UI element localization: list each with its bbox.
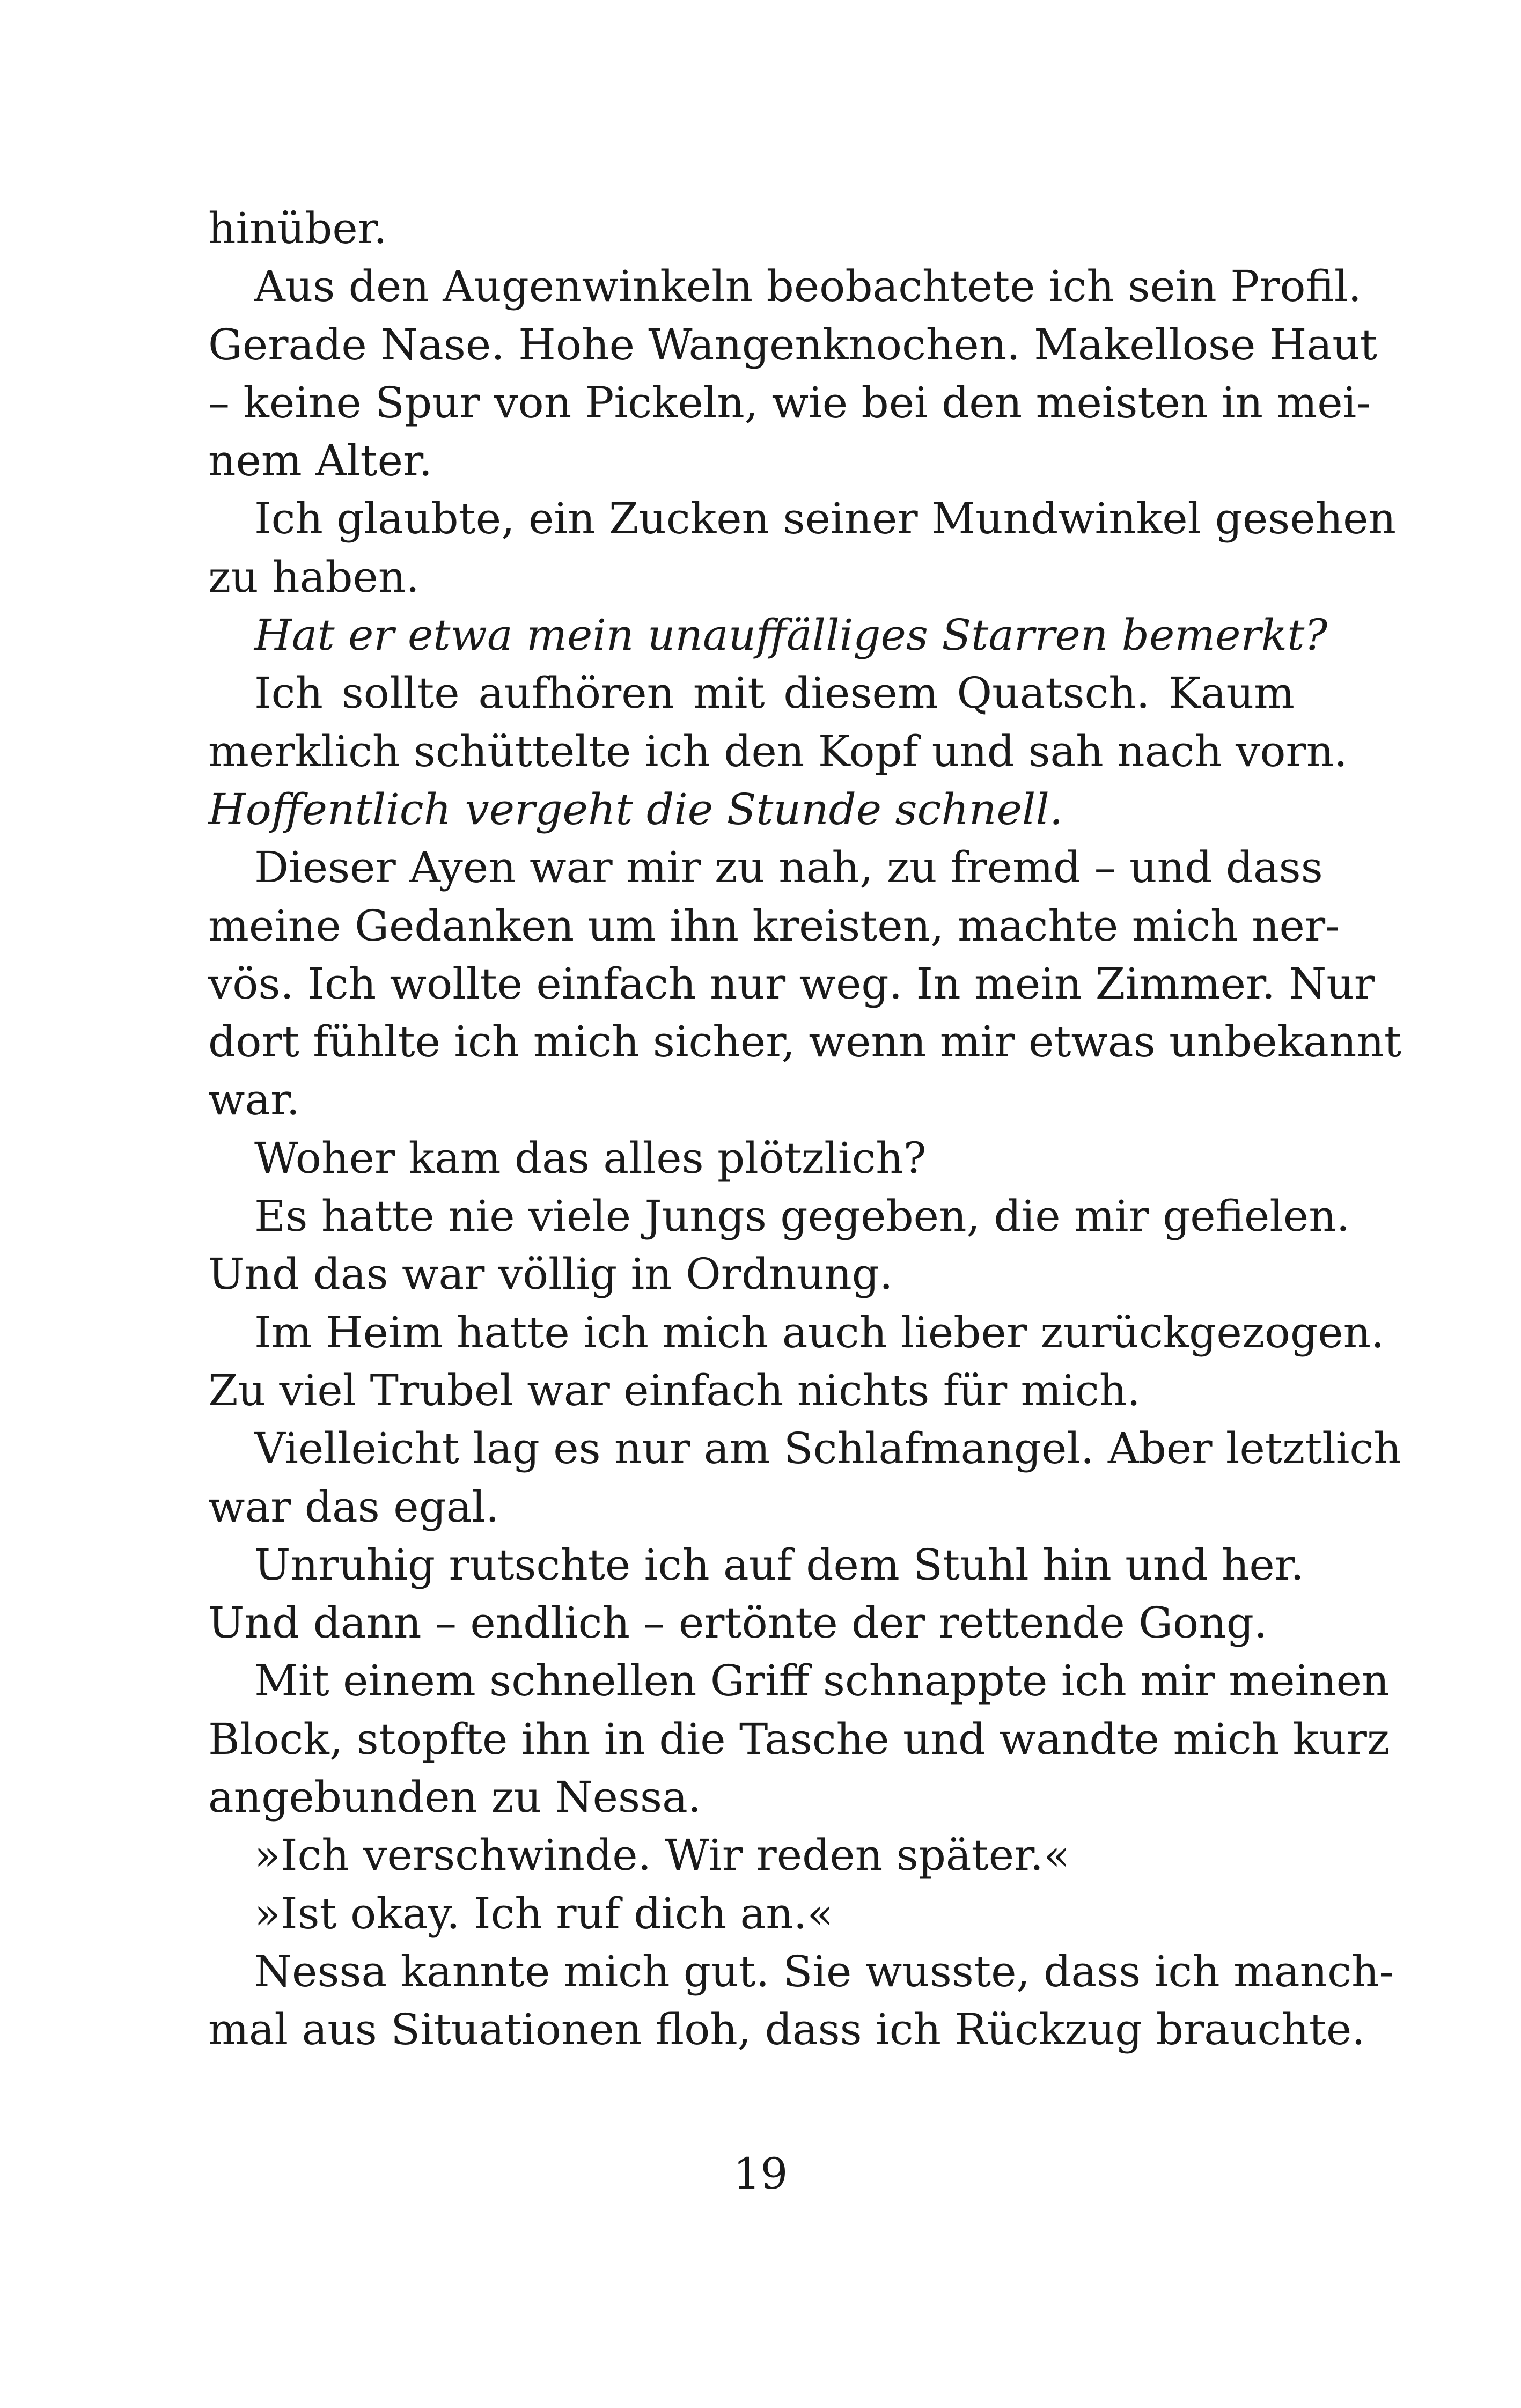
- text-line: – keine Spur von Pickeln, wie bei den meisten in mei-: [208, 377, 1371, 428]
- text-line: Und das war völlig in Ordnung.: [208, 1249, 893, 1300]
- text-line: mal aus Situationen floh, dass ich Rückzug brauchte.: [208, 2005, 1365, 2055]
- text-line: merklich schüttelte ich den Kopf und sah nach vorn.: [208, 726, 1348, 776]
- italic-thought-line: Hat er etwa mein unauffälliges Starren bemerkt?: [254, 610, 1328, 660]
- text-line: Es hatte nie viele Jungs gegeben, die mir gefielen.: [254, 1191, 1350, 1242]
- body-text: [208, 200, 1402, 2059]
- text-line: Aus den Augenwinkeln beobachtete ich sein Profil.: [254, 261, 1362, 312]
- text-line: nem Alter.: [208, 436, 432, 486]
- text-line: angebunden zu Nessa.: [208, 1772, 702, 1823]
- text-line: Dieser Ayen war mir zu nah, zu fremd – und dass: [254, 842, 1323, 893]
- text-line: hinüber.: [208, 203, 387, 253]
- text-line: Und dann – endlich – ertönte der rettende Gong.: [208, 1598, 1268, 1648]
- dialogue-line: »Ich verschwinde. Wir reden später.«: [254, 1830, 1070, 1881]
- text-line: vös. Ich wollte einfach nur weg. In mein Zimmer. Nur: [208, 958, 1375, 1009]
- text-line: zu haben.: [208, 552, 420, 602]
- text-line: Block, stopfte ihn in die Tasche und wandte mich kurz: [208, 1714, 1390, 1764]
- text-line: Gerade Nase. Hohe Wangenknochen. Makellose Haut: [208, 319, 1377, 370]
- text-line: Ich glaubte, ein Zucken seiner Mundwinkel gesehen: [254, 494, 1396, 544]
- text-line: Im Heim hatte ich mich auch lieber zurückgezogen.: [254, 1307, 1385, 1357]
- text-line: dort fühlte ich mich sicher, wenn mir etwas unbekannt: [208, 1017, 1402, 1067]
- page-number: 19: [733, 2149, 788, 2199]
- italic-thought-line: Hoffentlich vergeht die Stunde schnell.: [208, 784, 1063, 834]
- text-line: Nessa kannte mich gut. Sie wusste, dass ich manch-: [254, 1946, 1394, 1996]
- dialogue-line: »Ist okay. Ich ruf dich an.«: [254, 1888, 834, 1939]
- text-line: Vielleicht lag es nur am Schlafmangel. Aber letztlich: [254, 1423, 1401, 1474]
- text-line: war das egal.: [208, 1481, 499, 1532]
- text-line: war.: [208, 1075, 300, 1125]
- text-line: Mit einem schnellen Griff schnappte ich mir meinen: [254, 1656, 1390, 1706]
- text-line: meine Gedanken um ihn kreisten, machte mich ner-: [208, 900, 1340, 951]
- text-line: Ich sollte aufhören mit diesem Quatsch. Kaum: [254, 668, 1295, 718]
- text-line: Zu viel Trubel war einfach nichts für mich.: [208, 1365, 1141, 1415]
- text-line: Woher kam das alles plötzlich?: [254, 1133, 927, 1183]
- text-line: Unruhig rutschte ich auf dem Stuhl hin und her.: [254, 1539, 1304, 1590]
